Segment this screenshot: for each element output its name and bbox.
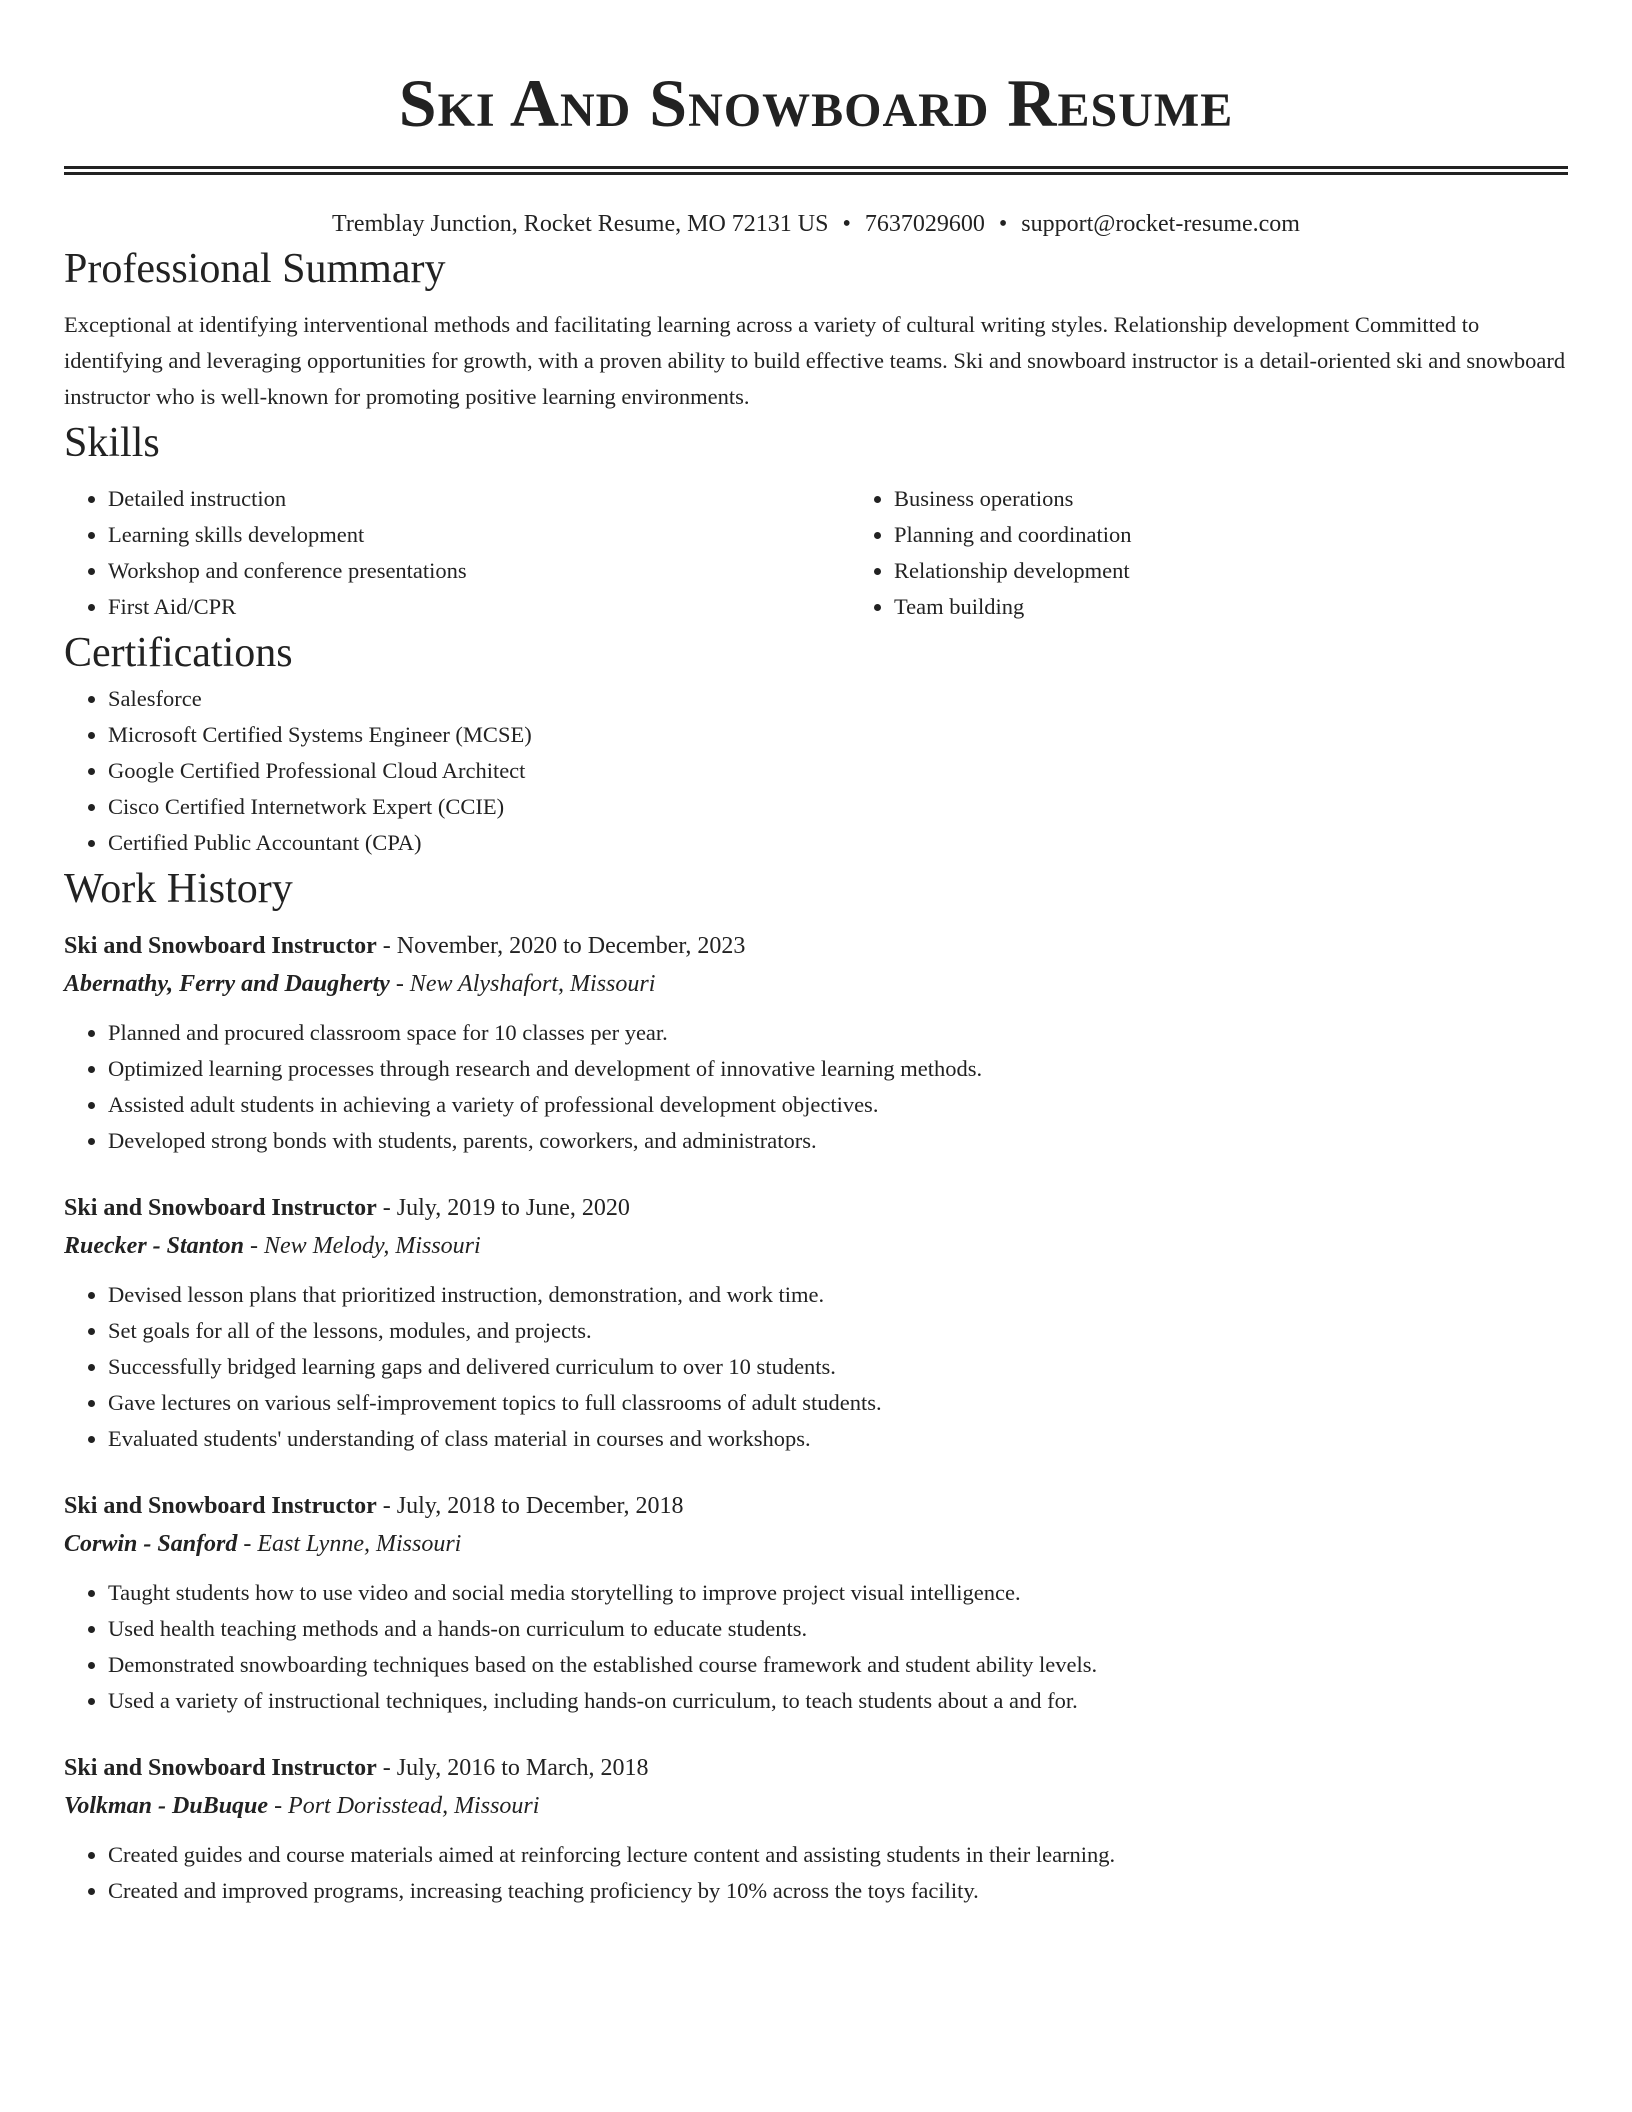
certification-item: • Google Certified Professional Cloud Architect: [108, 753, 1568, 789]
job-entry: [64, 1749, 1568, 1909]
job-entry: [64, 1487, 1568, 1719]
job-duty: • Evaluated students' understanding of class material in courses and workshops.: [108, 1421, 1568, 1457]
job-company: Abernathy, Ferry and Daugherty: [64, 971, 390, 997]
job-role: Ski and Snowboard Instructor: [64, 1493, 377, 1519]
skills-columns: [64, 481, 1568, 625]
resume-title: Ski And Snowboard Resume: [398, 65, 1234, 141]
bullet-separator: •: [842, 211, 851, 237]
skill-item: • Learning skills development: [108, 517, 850, 553]
job-duties-list: [64, 1277, 1568, 1457]
skill-item: • Workshop and conference presentations: [108, 553, 850, 589]
certification-item: • Microsoft Certified Systems Engineer (MCSE): [108, 717, 1568, 753]
contact-address: Tremblay Junction, Rocket Resume, MO 72131 US: [332, 211, 829, 237]
job-company: Corwin - Sanford: [64, 1531, 238, 1557]
job-dates: - July, 2019 to June, 2020: [376, 1195, 630, 1221]
certification-item: • Certified Public Accountant (CPA): [108, 825, 1568, 861]
job-duties-list: [64, 1575, 1568, 1719]
skill-item: • Planning and coordination: [894, 517, 1632, 553]
job-duty: • Planned and procured classroom space for 10 classes per year.: [108, 1015, 1568, 1051]
resume-page: [64, 0, 1568, 1909]
job-dates: - November, 2020 to December, 2023: [376, 933, 746, 959]
skills-list-left: [64, 481, 850, 625]
job-duty: • Demonstrated snowboarding techniques based on the established course framework and student ability levels.: [108, 1647, 1568, 1683]
skills-heading: Skills: [64, 420, 160, 466]
job-role: Ski and Snowboard Instructor: [64, 1195, 377, 1221]
skill-item: • Detailed instruction: [108, 481, 850, 517]
job-company-line: [64, 1227, 1568, 1265]
job-duties-list: [64, 1015, 1568, 1159]
job-duty: • Gave lectures on various self-improvement topics to full classrooms of adult students.: [108, 1385, 1568, 1421]
job-role: Ski and Snowboard Instructor: [64, 933, 377, 959]
job-location: - East Lynne, Missouri: [237, 1531, 462, 1557]
job-title-line: [64, 927, 1568, 965]
job-duty: • Optimized learning processes through research and development of innovative learning methods.: [108, 1051, 1568, 1087]
summary-heading: Professional Summary: [64, 246, 446, 292]
job-duty: • Used a variety of instructional techniques, including hands-on curriculum, to teach students about a and for.: [108, 1683, 1568, 1719]
job-title-line: [64, 1749, 1568, 1787]
contact-phone: 7637029600: [864, 211, 985, 237]
contact-email: support@rocket-resume.com: [1021, 211, 1300, 237]
skill-item: • Relationship development: [894, 553, 1632, 589]
job-duty: • Successfully bridged learning gaps and delivered curriculum to over 10 students.: [108, 1349, 1568, 1385]
job-location: - Port Dorisstead, Missouri: [268, 1793, 540, 1819]
job-entry: [64, 927, 1568, 1159]
summary-text: Exceptional at identifying interventional methods and facilitating learning across a variety of cultural writing styles. Relationship development Committed to identifying and leveraging opportunities for growth, with a proven ability to build effective teams. Ski and snowboard instructor is a detail-oriented ski and snowboard instructor who is well-known for promoting positive learning environments.: [64, 312, 1566, 409]
skill-item: • Business operations: [894, 481, 1632, 517]
skill-item: • First Aid/CPR: [108, 589, 850, 625]
work-history-heading: Work History: [64, 866, 293, 912]
skills-list-right: [850, 481, 1632, 625]
contact-line: [64, 207, 1568, 241]
job-duty: • Taught students how to use video and social media storytelling to improve project visual intelligence.: [108, 1575, 1568, 1611]
job-duty: • Set goals for all of the lessons, modules, and projects.: [108, 1313, 1568, 1349]
job-duty: • Used health teaching methods and a hands-on curriculum to educate students.: [108, 1611, 1568, 1647]
certifications-heading: Certifications: [64, 630, 293, 676]
job-company: Ruecker - Stanton: [64, 1233, 245, 1259]
skill-item: • Team building: [894, 589, 1632, 625]
job-dates: - July, 2018 to December, 2018: [376, 1493, 684, 1519]
certifications-list: [64, 681, 1568, 861]
job-role: Ski and Snowboard Instructor: [64, 1755, 377, 1781]
bullet-separator: •: [998, 211, 1008, 237]
job-company-line: [64, 1787, 1568, 1825]
job-duty: • Assisted adult students in achieving a variety of professional development objectives.: [108, 1087, 1568, 1123]
certification-item: • Salesforce: [108, 681, 1568, 717]
job-title-line: [64, 1189, 1568, 1227]
job-company: Volkman - DuBuque: [64, 1793, 269, 1819]
job-company-line: [64, 1525, 1568, 1563]
job-location: - New Melody, Missouri: [244, 1233, 481, 1259]
job-dates: - July, 2016 to March, 2018: [376, 1755, 649, 1781]
job-duty: • Created and improved programs, increasing teaching proficiency by 10% across the toys facility.: [108, 1873, 1568, 1909]
job-duty: • Devised lesson plans that prioritized instruction, demonstration, and work time.: [108, 1277, 1568, 1313]
job-location: - New Alyshafort, Missouri: [389, 971, 656, 997]
job-duties-list: [64, 1837, 1568, 1909]
title-double-rule: [64, 166, 1568, 175]
certification-item: • Cisco Certified Internetwork Expert (CCIE): [108, 789, 1568, 825]
job-entry: [64, 1189, 1568, 1457]
job-duty: • Created guides and course materials aimed at reinforcing lecture content and assisting students in their learning.: [108, 1837, 1568, 1873]
job-title-line: [64, 1487, 1568, 1525]
job-duty: • Developed strong bonds with students, parents, coworkers, and administrators.: [108, 1123, 1568, 1159]
job-company-line: [64, 965, 1568, 1003]
